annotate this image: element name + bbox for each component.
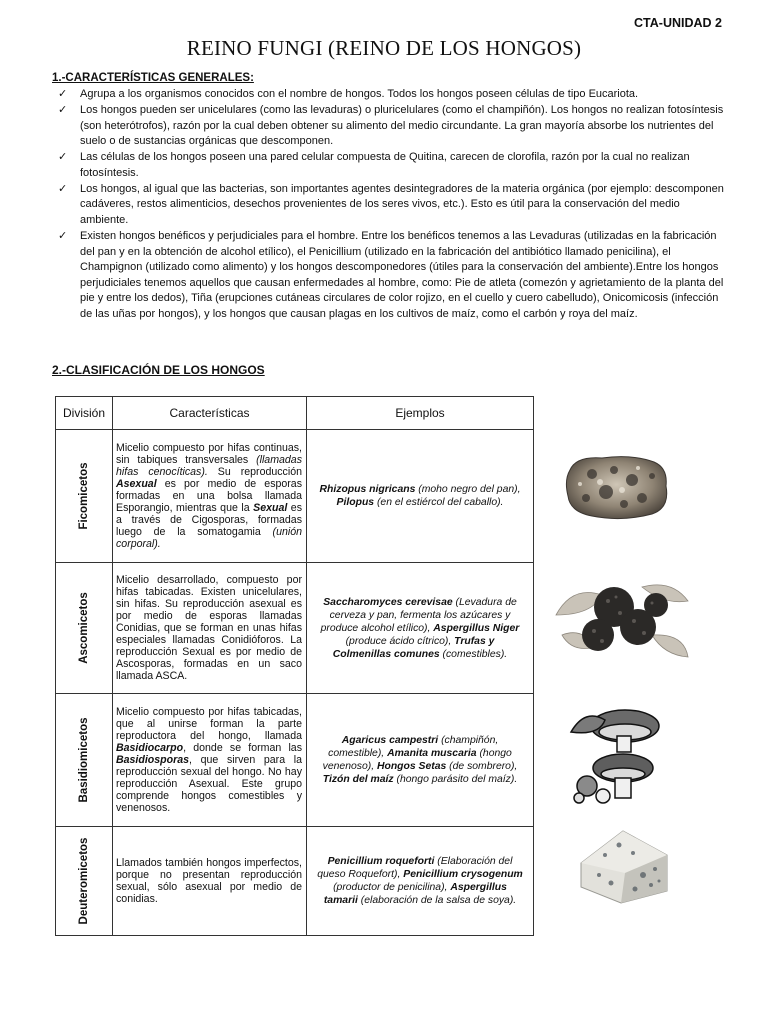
text-run: (Elaboración del queso Roquefort), [317,856,513,880]
column-header-examples: Ejemplos [307,397,534,430]
division-cell [56,430,113,563]
text-run: Basidiocarpo [116,741,184,754]
text-run: Amanita muscaria [387,748,477,759]
characteristics-cell [113,563,307,694]
division-label: Ascomicetos [78,592,90,664]
list-item: ✓ Agrupa a los organismos conocidos con el nombre de hongos. Todos los hongos poseen células de tipo Eucariota. [80,87,728,103]
division-cell [56,827,113,936]
text-run: Tizón del maíz [322,774,394,785]
table-row [56,430,534,563]
list-item: ✓ Los hongos pueden ser unicelulares (como las levaduras) o pluricelulares (como el champiñón). Los hongos no realizan fotosíntesis (son heterótrofos), razón por la cual deben obtener su alimento del medio circundante. La gran mayoría absorbe los nutrientes del suelo o de sustancias orgánicas que descomponen. [58,103,724,148]
examples-cell [307,694,534,827]
text-run: Penicillium roqueforti [327,856,435,867]
classification-table [55,396,534,936]
list-item: ✓ Existen hongos benéficos y perjudiciales para el hombre. Entre los benéficos tenemos a las Levaduras (utilizadas en la fabricación del pan y en la obtención de alcohol etílico), el Penicillium (utilizado en la fabricación del antibiótico llamado penicilina), el Champignon (utilizado como alimento) y los hongos descomponedores (útiles para la conservación del ambiente).Entre los hongos perjudiciales tenemos aquellos que causan enfermedades al hombre, como: Pie de atleta (comezón y agrietamiento de la planta del pie y entre los dedos), Tiña (erupciones cutáneas circulares de color rojizo, en el cuello y cuero cabelludo), Onicomicosis (infección de las uñas por hongos), y los hongos que causan plagas en los cultivos de maíz, como el carbón y roya del maíz. [58,229,724,320]
text-run: Asexual [116,477,157,490]
examples-cell [307,430,534,563]
division-label: Ficomicetos [78,462,90,530]
table-header-row [56,397,534,430]
text-run: Micelio desarrollado, compuesto por hifas tabicadas. Existen unicelulares, sin hifas. Su reproducción asexual es por medio de esporas llamadas Conidias, que se forman en unas hifas especiales llamadas Conidióforos. La reproducción Sexual es por medio de Ascosporas, formadas en un saco llamada ASCA. [116,573,302,683]
text-run: Rhizopus nigricans [319,484,416,495]
section-heading-classification: 2.-CLASIFICACIÓN DE LOS HONGOS [52,363,265,377]
text-run: Sexual [253,502,288,515]
text-run: (productor de penicilina), [333,882,451,893]
characteristics-cell [113,430,307,563]
division-cell [56,563,113,694]
checkmark-icon: ✓ [58,151,68,164]
text-run: , que sirven para la reproducción sexual del hongo. No hay reproducción Asexual. Este grupo comprende hongos comestibles y venenosos. [116,753,302,815]
characteristics-list [58,87,728,323]
text-run: (champiñón, comestible), [328,735,499,759]
characteristics-cell [113,827,307,936]
text-run: Micelio compuesto por hifas continuas, sin tabiques transversales [116,441,302,466]
text-run: Pilopus [336,497,375,508]
table-row [56,694,534,827]
text-run: Micelio compuesto por hifas tabicadas, que al unirse forman la parte reproductora del hongo, llamada [116,705,302,742]
text-run: Su reproducción [207,465,302,478]
truffles-image [552,575,692,665]
text-run: Aspergillus tamarii [323,882,507,906]
column-header-division: División [56,397,113,430]
examples-cell [307,827,534,936]
text-run: Basidiosporas [116,753,190,766]
column-header-characteristics: Características [113,397,307,430]
text-run: Trufas y Colmenillas comunes [332,635,495,660]
blue-cheese-image [575,825,671,907]
unit-label: CTA-UNIDAD 2 [634,16,722,30]
division-label: Basidiomicetos [78,717,90,803]
text-run: (llamadas hifas cenocíticas). [116,453,302,478]
text-run: Llamados también hongos imperfectos, porque no presentan reproducción sexual, sólo asexual por medio de conidias. [116,856,302,906]
text-run: (moho negro del pan), [415,484,521,495]
section-heading-characteristics: 1.-CARACTERÍSTICAS GENERALES: [52,72,254,84]
text-run: Saccharomyces cerevisae [323,596,453,608]
table-row [56,563,534,694]
mushrooms-illustration [565,702,665,806]
text-run: (comestibles). [439,648,508,660]
list-item: ✓ Las células de los hongos poseen una pared celular compuesta de Quitina, carecen de clorofila, razón por la cual no realizan fotosíntesis. [58,151,690,179]
page-title: REINO FUNGI (REINO DE LOS HONGOS) [186,36,582,60]
text-run: Agaricus campestri [341,735,439,746]
text-run: (hongo venenoso), [322,748,512,772]
text-run: Penicillium crysogenum [403,869,523,880]
moldy-bread-image [562,452,674,522]
text-run: (en el estiércol del caballo). [374,497,504,508]
text-run: , donde se forman las [183,741,302,754]
text-run: (hongo parásito del maíz). [393,774,518,785]
table-row [56,827,534,936]
text-run: (elaboración de la salsa de soya). [357,895,517,906]
characteristics-cell [113,694,307,827]
text-run: (de sombrero), [446,761,518,772]
text-run: Aspergillus Niger [433,622,520,634]
text-run: (Levadura de cerveza y pan, fermenta los azúcares y produce alcohol etílico), [320,596,517,634]
examples-cell [307,563,534,694]
checkmark-icon: ✓ [58,103,68,116]
text-run: (produce ácido cítrico), [345,635,455,647]
checkmark-icon: ✓ [58,182,68,195]
list-item: ✓ Los hongos, al igual que las bacterias, son importantes agentes desintegradores de la materia orgánica (por ejemplo: descomponen cadáveres, restos alimenticios, desechos provenientes de los seres vivos, etc.). Esto es útil para la conservación del medio ambiente. [58,182,724,226]
text-run: es a través de Cigosporas, formadas luego de la somatogamia [116,502,302,539]
checkmark-icon: ✓ [58,229,68,242]
checkmark-icon: ✓ [58,88,68,100]
division-cell [56,694,113,827]
text-run: Hongos Setas [376,761,447,772]
text-run: (unión corporal). [116,526,302,551]
text-run: es por medio de esporas formadas en una bolsa llamada Esporangio, mientras que la [116,477,302,515]
division-label: Deuteromicetos [78,837,90,925]
